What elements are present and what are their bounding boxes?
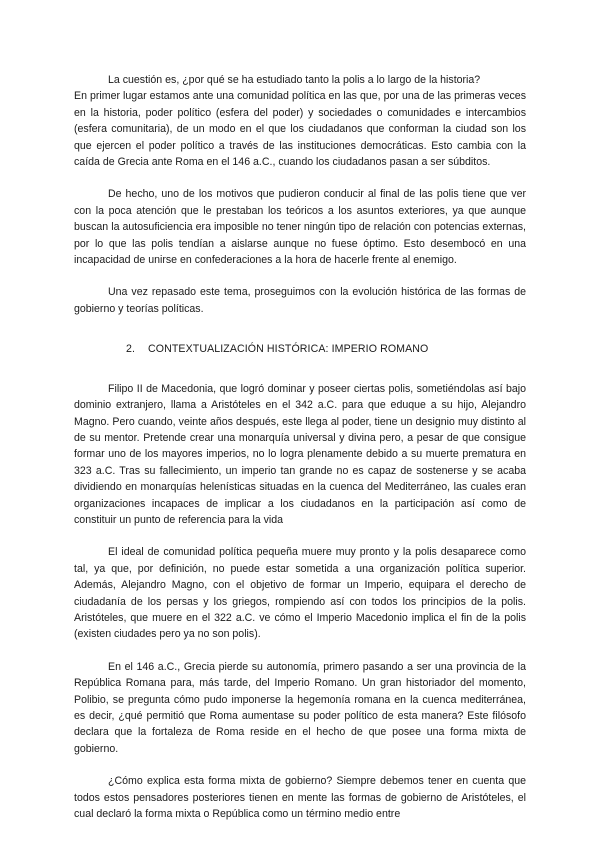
paragraph-filipo: Filipo II de Macedonia, que logró dominar y poseer ciertas polis, sometiéndolas así bajo dominio extranjero, llama a Aristóteles en el 342 a.C. para que eduque a su hijo, Alejandro Magno. Pero cuando, veinte años después, este llega al poder, tiene un designio muy distinto al de su mentor. Pretende crear una monarquía universal y divina pero, a pesar de que consigue formar uno de los mayores imperios, no lo logra plenamente debido a su muerte prematura en 323 a.C. Tras su fallecimiento, un imperio tan grande no es capaz de sostenerse y se acaba dividiendo en monarquías helenísticas situadas en la cuenca del Mediterráneo, las cuales eran organizaciones incapaces de implicar a los ciudadanos en la participación así como de constituir un punto de referencia para la vida (74, 382, 526, 526)
section-heading (74, 341, 526, 357)
section-number: 2. (126, 343, 136, 356)
paragraph-grecia-roma: En el 146 a.C., Grecia pierde su autonomía, primero pasando a ser una provincia de la República Romana para, más tarde, del Imperio Romano. Un gran historiador del momento, Polibio, se pregunta cómo pudo imponerse la hegemonía romana en la cuenca mediterránea, es decir, ¿qué permitió que Roma aumentase su poder político de esta manera? Este filósofo declara que la fortaleza de Roma reside en el hecho de que posee una forma mixta de gobierno. (74, 660, 526, 755)
paragraph-forma-mixta: ¿Cómo explica esta forma mixta de gobierno? Siempre debemos tener en cuenta que todos estos pensadores posteriores tienen en mente las formas de gobierno de Aristóteles, el cual declaró la forma mixta o República como un término medio entre (74, 775, 526, 821)
paragraph-question: La cuestión es, ¿por qué se ha estudiado tanto la polis a lo largo de la historia? (108, 74, 481, 86)
paragraph-polis-intro: En primer lugar estamos ante una comunidad política en las que, por una de las primeras veces en la historia, poder político (esfera del poder) y sociedades o comunidades e intercambios (esfera comunitaria), de un modo en el que los ciudadanos que conforman la ciudad son los que ejercen el poder político a través de las instituciones democráticas. Esto cambia con la caída de Grecia ante Roma en el 146 a.C., cuando los ciudadanos pasan a ser súbditos. (74, 90, 526, 169)
paragraph-transition: Una vez repasado este tema, proseguimos con la evolución histórica de las formas de gobierno y teorías políticas. (74, 286, 526, 315)
paragraph-ideal-comunidad: El ideal de comunidad política pequeña muere muy pronto y la polis desaparece como tal, ya que, por definición, no puede estar sometida a una organización política superior. Además, Alejandro Magno, con el objetivo de formar un Imperio, equipara el derecho de ciudadanía de los persas y los griegos, rompiendo así con todos los principios de la polis. Aristóteles, que muere en el 322 a.C. ve cómo el Imperio Macedonio implica el fin de la polis (existen ciudades pero ya no son polis). (74, 546, 526, 641)
section-title: CONTEXTUALIZACIÓN HISTÓRICA: IMPERIO ROMANO (148, 343, 429, 356)
paragraph-end-of-polis: De hecho, uno de los motivos que pudieron conducir al final de las polis tiene que ver con la poca atención que le prestaban los teóricos a los asuntos exteriores, ya que aunque buscan la autosuficiencia era imposible no tener ningún tipo de relación con potencias externas, por lo que las polis tendían a aislarse aunque no fuese óptimo. Esto desembocó en una incapacidad de unirse en confederaciones a la hora de hacerle frente al enemigo. (74, 188, 526, 267)
